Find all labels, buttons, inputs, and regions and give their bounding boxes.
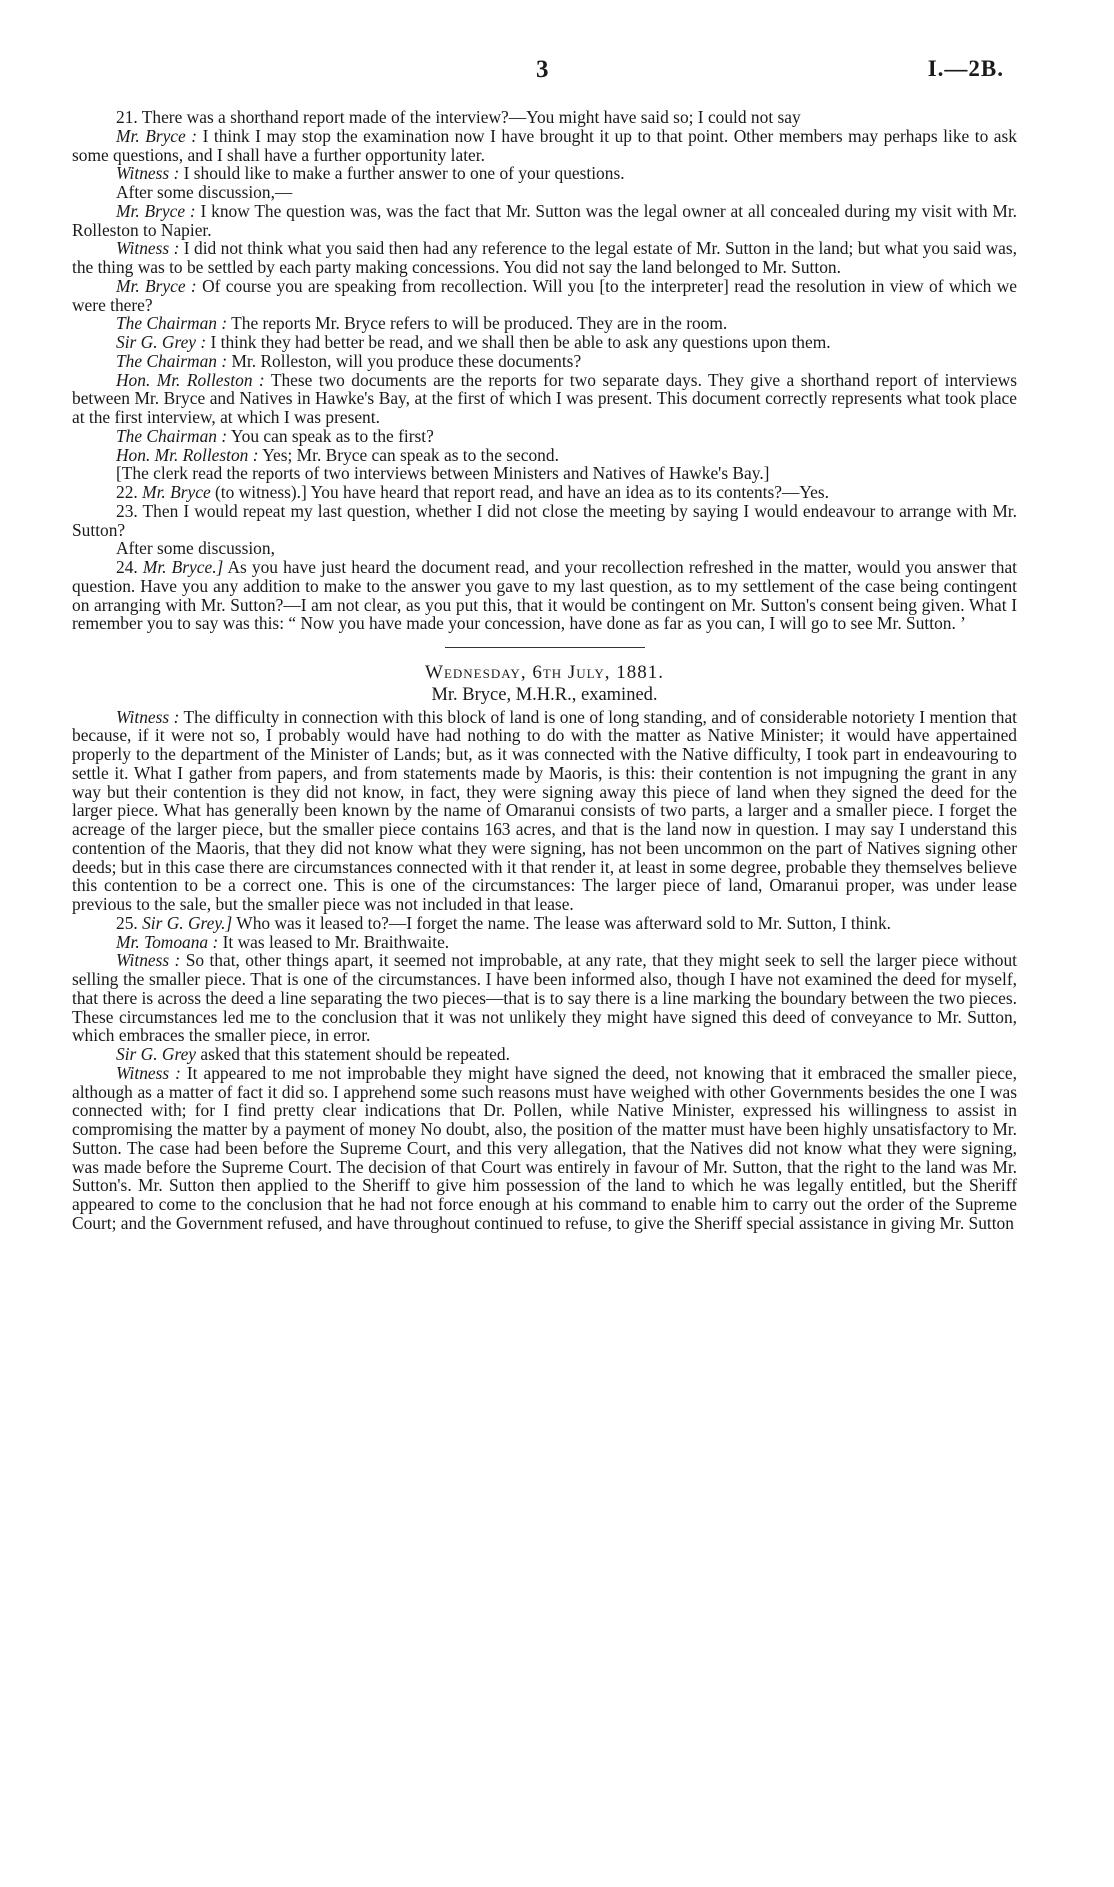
speaker-label: The Chairman : <box>116 350 228 371</box>
bryce-remark-1: Mr. Bryce : I think I may stop the examination now I have brought it up to that point. Other members may perhaps like to ask some questions, and I shall have a further opportunity later. <box>72 125 1017 165</box>
page-number: 3 <box>536 56 549 83</box>
question-23: 23. Then I would repeat my last question, whether I did not close the meeting by saying I would endeavour to arrange with Mr. Sutton? <box>72 500 1017 540</box>
rolleston-remark-2: Hon. Mr. Rolleston : Yes; Mr. Bryce can speak as to the second. <box>116 444 559 465</box>
speaker-label: Witness : <box>116 706 180 727</box>
witness-remark-2: Witness : I did not think what you said then had any reference to the legal estate of Mr. Sutton in the land; but what you said was, the thing was to be settled by each party making concessions. You did not say the land belonged to Mr. Sutton. <box>72 238 1017 277</box>
question-22: 22. Mr. Bryce (to witness).] You have heard that report read, and have an idea as to its contents?—Yes. <box>116 482 830 502</box>
chairman-remark-1: The Chairman : The reports Mr. Bryce refers to will be produced. They are in the room. <box>116 313 728 334</box>
question-24: 24. Mr. Bryce.] As you have just heard the document read, and your recollection refreshed in the matter, would you answer that question. Have you any addition to make to the answer you gave to my last question, as to my settlement of the case being contingent on arranging with Mr. Sutton?—I am not clear, as you put this, that it would be contingent on Mr. Sutton's consent being given. What I remember you to say was this: “ Now you have made your concession, have done as far as you can, I will go to see Mr. Sutton. ’ <box>72 557 1018 634</box>
speaker-label: Witness : <box>116 238 180 259</box>
speaker-label: Mr. Bryce : <box>116 125 198 146</box>
chairman-remark-3: The Chairman : You can speak as to the first? <box>116 425 434 446</box>
speaker-label: Mr. Bryce <box>142 482 211 502</box>
speaker-label: Mr. Tomoana : <box>116 931 219 952</box>
speaker-label: Mr. Bryce : <box>116 200 196 221</box>
speaker-label: Witness : <box>116 1062 181 1083</box>
witness-statement-3: Witness : The difficulty in connection with this block of land is one of long standing, and of considerable notoriety I mention that because, if it were not so, I probably would have had nothing to do with the matter as Native Minister; it would have appertained properly to the department of the Minister of Lands; but, as it was connected with the Native difficulty, I took part in endeavouring to settle it. What I gather from papers, and from statements made by Maoris, is this: their contention is not impugning the grant in any way but their contention is they did not know, in fact, they were signing away this piece of land when they signed the deed for the larger piece. What has generally been known by the name of Omaranui consists of two parts, a larger and a smaller piece. I forget the acreage of the larger piece, but the smaller piece contains 163 acres, and that is the land now in question. I may say I understand this contention of the Maoris, that they did not know what they were signing, has not been uncommon on the part of Natives signing other deeds; but in this case there are circumstances connected with it that render it, at least in some degree, probable they themselves believe this contention to be a correct one. This is one of the circumstances: The larger piece of land, Omaranui proper, was under lease previous to the sale, but the smaller piece was not included in that lease. <box>72 706 1018 914</box>
speaker-label: Sir G. Grey : <box>116 332 207 352</box>
speaker-label: Mr. Bryce : <box>116 275 197 296</box>
speaker-label: Sir G. Grey <box>116 1044 197 1064</box>
rolleston-remark-1: Hon. Mr. Rolleston : These two documents are the reports for two separate days. They give a shorthand report of interviews between Mr. Bryce and Natives in Hawke's Bay, at the first of which I was present. This document correctly represents what took place at the first interview, at which I was present. <box>72 369 1018 427</box>
bryce-remark-3: Mr. Bryce : Of course you are speaking from recollection. Will you [to the interpreter] read the resolution in view of which we were there? <box>72 275 1017 315</box>
document-body <box>72 108 1017 1233</box>
speaker-label: Mr. Bryce.] <box>142 557 224 577</box>
section-date-heading: Wednesday, 6th July, 1881. <box>425 662 664 683</box>
witness-statement-4: Witness : So that, other things apart, it seemed not improbable, at any rate, that they might seek to sell the larger piece without selling the smaller piece. That is one of the circumstances. I have been informed also, though I have not examined the deed for myself, that there is across the deed a line separating the two pieces—that is to say there is a line marking the boundary between the two pieces. These circumstances led me to the conclusion that it was not unlikely they might have signed this deed of conveyance to Mr. Sutton, which embraces the smaller piece, in error. <box>72 950 1018 1046</box>
bryce-remark-2: Mr. Bryce : I know The question was, was the fact that Mr. Sutton was the legal owner at all concealed during my visit with Mr. Rolleston to Napier. <box>72 200 1017 240</box>
section-examined-heading: Mr. Bryce, M.H.R., examined. <box>431 684 658 705</box>
page-header <box>0 56 1114 86</box>
speaker-label: The Chairman : <box>116 313 228 334</box>
witness-remark-1: Witness : I should like to make a further answer to one of your questions. <box>116 163 625 184</box>
tomoana-remark: Mr. Tomoana : It was leased to Mr. Braithwaite. <box>116 931 450 952</box>
clerk-note: [The clerk read the reports of two interviews between Ministers and Natives of Hawke's Bay.] <box>116 463 770 484</box>
speaker-label: The Chairman : <box>116 425 228 446</box>
speaker-label: Witness : <box>116 950 181 971</box>
speaker-label: Sir G. Grey.] <box>142 912 233 933</box>
document-reference: I.—2B. <box>927 56 1004 81</box>
discussion-note-1: After some discussion,— <box>116 182 293 202</box>
question-25: 25. Sir G. Grey.] Who was it leased to?—I forget the name. The lease was afterward sold to Mr. Sutton, I think. <box>116 912 892 933</box>
speaker-label: Hon. Mr. Rolleston : <box>116 444 259 465</box>
witness-statement-5: Witness : It appeared to me not improbable they might have signed the deed, not knowing that it embraced the smaller piece, although as a matter of fact it did so. I apprehend some such reasons must have weighed with other Governments besides the one I was connected with; for I find pretty clear indications that Dr. Pollen, while Native Minister, expressed his willingness to assist in compromising the matter by a payment of money No doubt, also, the position of the matter must have been highly unsatisfactory to Mr. Sutton. The case had been before the Supreme Court, and this very allegation, that the Natives did not know what they were signing, was made before the Supreme Court. The decision of that Court was entirely in favour of Mr. Sutton, that the right to the land was Mr. Sutton's. Mr. Sutton then applied to the Sheriff to give him possession of the land to which he was legally entitled, but the Sheriff appeared to come to the conclusion that he had not force enough at his command to enable him to carry out the order of the Supreme Court; and the Government refused, and have throughout continued to refuse, to give the Sheriff special assistance in giving Mr. Sutton <box>72 1062 1017 1233</box>
discussion-note-2: After some discussion, <box>116 538 275 559</box>
speaker-label: Hon. Mr. Rolleston : <box>116 369 265 390</box>
question-21: 21. There was a shorthand report made of the interview?—You might have said so; I could not say <box>116 107 801 127</box>
grey-remark-1: Sir G. Grey : I think they had better be read, and we shall then be able to ask any questions upon them. <box>116 332 831 352</box>
chairman-remark-2: The Chairman : Mr. Rolleston, will you produce these documents? <box>116 350 582 371</box>
section-divider <box>445 647 645 648</box>
grey-remark-2: Sir G. Grey asked that this statement should be repeated. <box>116 1044 510 1064</box>
speaker-label: Witness : <box>116 163 180 184</box>
